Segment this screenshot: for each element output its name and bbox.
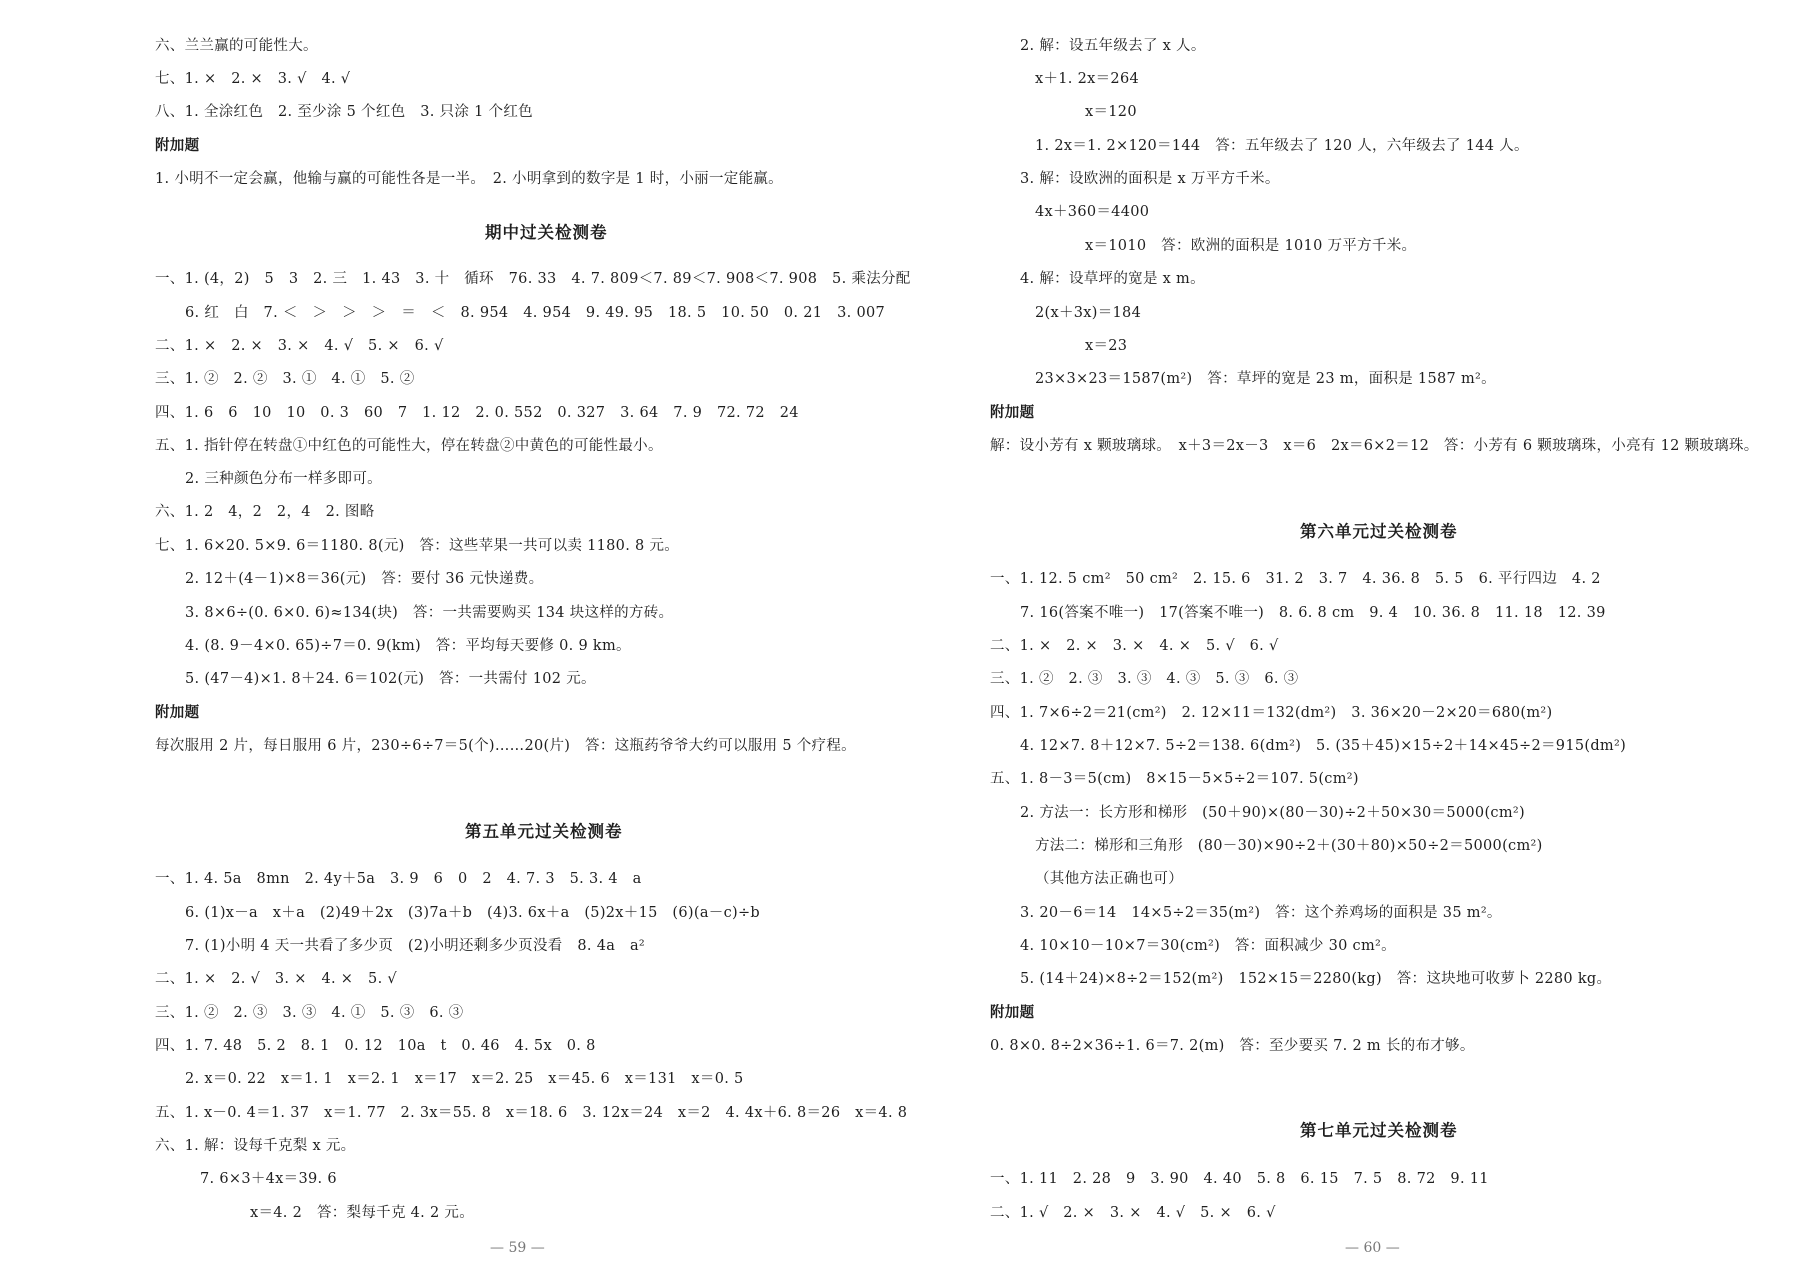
answer-line: 五、1. 8－3＝5(cm) 8×15－5×5÷2＝107. 5(cm²) — [990, 771, 1359, 787]
page-number: — 59 — — [490, 1240, 545, 1256]
answer-line: 七、1. 6×20. 5×9. 6＝1180. 8(元) 答：这些苹果一共可以卖 1180. 8 元。 — [155, 538, 680, 554]
answer-line: x＋1. 2x＝264 — [1035, 71, 1139, 87]
answer-line: 3. 解：设欧洲的面积是 x 万平方千米。 — [1020, 171, 1280, 187]
answer-line: （其他方法正确也可） — [1035, 871, 1183, 887]
answer-line: 4. 解：设草坪的宽是 x m。 — [1020, 271, 1205, 287]
answer-line: 3. 20－6＝14 14×5÷2＝35(m²) 答：这个养鸡场的面积是 35 m²。 — [1020, 905, 1502, 921]
answer-line: x＝120 — [1085, 104, 1137, 120]
answer-line: 二、1. √ 2. × 3. × 4. √ 5. × 6. √ — [990, 1205, 1276, 1221]
answer-line: 四、1. 7×6÷2＝21(cm²) 2. 12×11＝132(dm²) 3. 36×20－2×20＝680(m²) — [990, 705, 1553, 721]
answer-line: 5. (14＋24)×8÷2＝152(m²) 152×15＝2280(kg) 答：这块地可收萝卜 2280 kg。 — [1020, 971, 1612, 987]
answer-line: 一、1. 4. 5a 8mn 2. 4y＋5a 3. 9 6 0 2 4. 7. 3 5. 3. 4 a — [155, 871, 642, 887]
answer-line: 23×3×23＝1587(m²) 答：草坪的宽是 23 m，面积是 1587 m²。 — [1035, 371, 1496, 387]
answer-line: 7. (1)小明 4 天一共看了多少页 (2)小明还剩多少页没看 8. 4a a² — [185, 938, 646, 954]
answer-line: x＝23 — [1085, 338, 1128, 354]
answer-line: 2. x＝0. 22 x＝1. 1 x＝2. 1 x＝17 x＝2. 25 x＝45. 6 x＝131 x＝0. 5 — [185, 1071, 744, 1087]
answer-line: 五、1. x－0. 4＝1. 37 x＝1. 77 2. 3x＝55. 8 x＝18. 6 3. 12x＝24 x＝2 4. 4x＋6. 8＝26 x＝4. 8 — [155, 1105, 908, 1121]
answer-line: 一、1. 11 2. 28 9 3. 90 4. 40 5. 8 6. 15 7. 5 8. 72 9. 11 — [990, 1171, 1489, 1187]
answer-line: 五、1. 指针停在转盘①中红色的可能性大，停在转盘②中黄色的可能性最小。 — [155, 438, 663, 454]
answer-line: 6. 红 白 7. ＜ ＞ ＞ ＞ ＝ ＜ 8. 954 4. 954 9. 49. 95 18. 5 10. 50 0. 21 3. 007 — [185, 305, 886, 321]
answer-line: 1. 2x＝1. 2×120＝144 答：五年级去了 120 人，六年级去了 144 人。 — [1035, 138, 1529, 154]
answer-line: 1. 小明不一定会赢，他输与赢的可能性各是一半。 2. 小明拿到的数字是 1 时，小丽一定能赢。 — [155, 171, 783, 187]
bonus-heading: 附加题 — [990, 404, 1035, 421]
answer-line: 四、1. 7. 48 5. 2 8. 1 0. 12 10a t 0. 46 4. 5x 0. 8 — [155, 1038, 596, 1054]
answer-line: 三、1. ② 2. ② 3. ① 4. ① 5. ② — [155, 371, 415, 387]
answer-line: 4. (8. 9－4×0. 65)÷7＝0. 9(km) 答：平均每天要修 0. 9 km。 — [185, 638, 631, 654]
answer-line: 7. 16(答案不唯一) 17(答案不唯一) 8. 6. 8 cm 9. 4 10. 36. 8 11. 18 12. 39 — [1020, 605, 1606, 621]
answer-line: 二、1. × 2. √ 3. × 4. × 5. √ — [155, 971, 397, 987]
answer-line: 4x＋360＝4400 — [1035, 204, 1150, 220]
answer-line: 2(x＋3x)＝184 — [1035, 305, 1142, 321]
section-title-unit6: 第六单元过关检测卷 — [1300, 522, 1458, 541]
answer-line: 0. 8×0. 8÷2×36÷1. 6＝7. 2(m) 答：至少要买 7. 2 m 长的布才够。 — [990, 1038, 1475, 1054]
answer-line: 2. 12＋(4－1)×8＝36(元) 答：要付 36 元快递费。 — [185, 571, 544, 587]
answer-line: 2. 解：设五年级去了 x 人。 — [1020, 38, 1206, 54]
answer-line: 六、1. 解：设每千克梨 x 元。 — [155, 1138, 356, 1154]
right-page — [990, 0, 1790, 1272]
left-page — [155, 0, 911, 1272]
answer-line: 六、兰兰赢的可能性大。 — [155, 38, 318, 54]
answer-line: 7. 6×3＋4x＝39. 6 — [200, 1171, 337, 1187]
answer-line: 八、1. 全涂红色 2. 至少涂 5 个红色 3. 只涂 1 个红色 — [155, 104, 533, 120]
answer-line: 4. 12×7. 8＋12×7. 5÷2＝138. 6(dm²) 5. (35＋45)×15÷2＋14×45÷2＝915(dm²) — [1020, 738, 1627, 754]
answer-line: 5. (47－4)×1. 8＋24. 6＝102(元) 答：一共需付 102 元。 — [185, 671, 596, 687]
answer-line: 六、1. 2 4，2 2，4 2. 图略 — [155, 504, 375, 520]
bonus-heading: 附加题 — [155, 137, 200, 154]
section-title-unit5: 第五单元过关检测卷 — [465, 822, 623, 841]
answer-line: 6. (1)x－a x＋a (2)49＋2x (3)7a＋b (4)3. 6x＋a (5)2x＋15 (6)(a－c)÷b — [185, 905, 760, 921]
answer-line: 2. 方法一：长方形和梯形 (50＋90)×(80－30)÷2＋50×30＝5000(cm²) — [1020, 805, 1525, 821]
page-number: — 60 — — [1345, 1240, 1400, 1256]
answer-line: 每次服用 2 片，每日服用 6 片，230÷6÷7＝5(个)……20(片) 答：这瓶药爷爷大约可以服用 5 个疗程。 — [155, 738, 856, 754]
answer-line: 3. 8×6÷(0. 6×0. 6)≈134(块) 答：一共需要购买 134 块这样的方砖。 — [185, 605, 674, 621]
answer-line: 4. 10×10－10×7＝30(cm²) 答：面积减少 30 cm²。 — [1020, 938, 1396, 954]
answer-line: 2. 三种颜色分布一样多即可。 — [185, 471, 382, 487]
section-title-midterm: 期中过关检测卷 — [485, 223, 608, 242]
answer-line: 二、1. × 2. × 3. × 4. × 5. √ 6. √ — [990, 638, 1279, 654]
answer-line: 一、1. 12. 5 cm² 50 cm² 2. 15. 6 31. 2 3. 7 4. 36. 8 5. 5 6. 平行四边 4. 2 — [990, 571, 1601, 587]
answer-line: 三、1. ② 2. ③ 3. ③ 4. ③ 5. ③ 6. ③ — [990, 671, 1299, 687]
answer-line: 一、1. (4，2) 5 3 2. 三 1. 43 3. 十 循环 76. 33 4. 7. 809＜7. 89＜7. 908＜7. 908 5. 乘法分配 — [155, 271, 911, 287]
answer-line: 解：设小芳有 x 颗玻璃球。 x＋3＝2x－3 x＝6 2x＝6×2＝12 答：小芳有 6 颗玻璃珠，小亮有 12 颗玻璃珠。 — [990, 438, 1759, 454]
answer-line: x＝4. 2 答：梨每千克 4. 2 元。 — [250, 1205, 475, 1221]
answer-line: 四、1. 6 6 10 10 0. 3 60 7 1. 12 2. 0. 552 0. 327 3. 64 7. 9 72. 72 24 — [155, 405, 799, 421]
answer-line: 七、1. × 2. × 3. √ 4. √ — [155, 71, 351, 87]
section-title-unit7: 第七单元过关检测卷 — [1300, 1121, 1458, 1140]
answer-line: x＝1010 答：欧洲的面积是 1010 万平方千米。 — [1085, 238, 1417, 254]
answer-line: 方法二：梯形和三角形 (80－30)×90÷2＋(30＋80)×50÷2＝5000(cm²) — [1035, 838, 1543, 854]
answer-line: 二、1. × 2. × 3. × 4. √ 5. × 6. √ — [155, 338, 444, 354]
answer-line: 三、1. ② 2. ③ 3. ③ 4. ① 5. ③ 6. ③ — [155, 1005, 464, 1021]
bonus-heading: 附加题 — [990, 1004, 1035, 1021]
bonus-heading: 附加题 — [155, 704, 200, 721]
